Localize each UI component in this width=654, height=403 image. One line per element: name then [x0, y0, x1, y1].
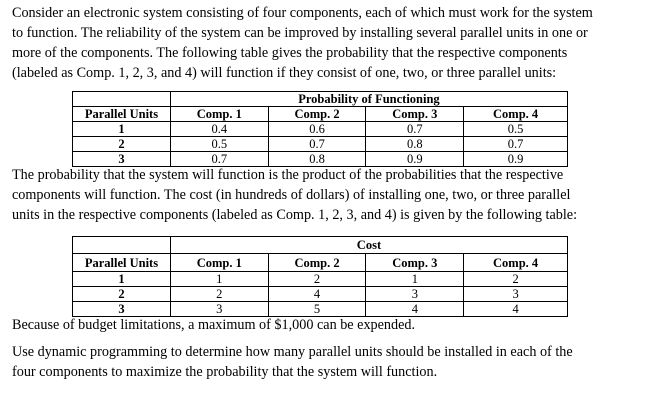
table-cell: 3	[170, 302, 268, 317]
table-header-row	[73, 254, 568, 272]
row-label: 2	[73, 137, 171, 152]
table-cell: 4	[464, 302, 568, 317]
row-label: 3	[73, 152, 171, 167]
budget-paragraph	[12, 315, 648, 335]
question-line: Use dynamic programming to determine how many parallel units should be installed in each of the	[12, 344, 573, 360]
column-header: Comp. 1	[170, 254, 268, 272]
table-cell-blank	[73, 237, 171, 254]
table-cell: 1	[170, 272, 268, 287]
column-header: Comp. 3	[366, 107, 464, 122]
table-row	[73, 287, 568, 302]
table-cell: 2	[464, 272, 568, 287]
column-header: Comp. 4	[464, 107, 568, 122]
row-label: 1	[73, 122, 171, 137]
probability-table	[72, 91, 568, 167]
column-header: Comp. 1	[170, 107, 268, 122]
table-cell: 0.7	[366, 122, 464, 137]
table-cell: 2	[170, 287, 268, 302]
row-label: 2	[73, 287, 171, 302]
table-cell: 0.9	[464, 152, 568, 167]
table-cell: 5	[268, 302, 366, 317]
table-row	[73, 122, 568, 137]
table-cell: 3	[366, 287, 464, 302]
table-cell: 4	[268, 287, 366, 302]
column-header: Comp. 2	[268, 107, 366, 122]
table-row	[73, 137, 568, 152]
paragraph-line: units in the respective components (labeled as Comp. 1, 2, 3, and 4) is given by the following table:	[12, 207, 578, 223]
table-cell: 2	[268, 272, 366, 287]
column-header: Comp. 4	[464, 254, 568, 272]
intro-line: Consider an electronic system consisting of four components, each of which must work for the system	[12, 5, 593, 21]
column-header: Comp. 2	[268, 254, 366, 272]
table-cell: 0.5	[464, 122, 568, 137]
table-row	[73, 272, 568, 287]
intro-line: more of the components. The following table gives the probability that the respective components	[12, 45, 568, 61]
table-title-row	[73, 92, 568, 107]
table-cell: 1	[366, 272, 464, 287]
table-cell: 4	[366, 302, 464, 317]
paragraph-line: components will function. The cost (in hundreds of dollars) of installing one, two, or three parallel	[12, 187, 571, 203]
table-cell: 3	[464, 287, 568, 302]
intro-line: to function. The reliability of the system can be improved by installing several parallel units in one or	[12, 25, 588, 41]
column-header: Parallel Units	[73, 107, 171, 122]
probability-table-title: Probability of Functioning	[170, 92, 567, 107]
row-label: 1	[73, 272, 171, 287]
question-paragraph	[12, 342, 648, 382]
table-cell: 0.4	[170, 122, 268, 137]
budget-line: Because of budget limitations, a maximum of $1,000 can be expended.	[12, 317, 416, 333]
column-header: Comp. 3	[366, 254, 464, 272]
table-cell: 0.7	[170, 152, 268, 167]
table-cell: 0.7	[268, 137, 366, 152]
table-cell: 0.6	[268, 122, 366, 137]
table-header-row	[73, 107, 568, 122]
intro-paragraph	[12, 3, 648, 83]
table-cell: 0.7	[464, 137, 568, 152]
table-title-row	[73, 237, 568, 254]
question-line: four components to maximize the probability that the system will function.	[12, 364, 438, 380]
cost-intro-paragraph	[12, 165, 648, 225]
table-cell-blank	[73, 92, 171, 107]
table-cell: 0.8	[268, 152, 366, 167]
table-cell: 0.5	[170, 137, 268, 152]
row-label: 3	[73, 302, 171, 317]
table-cell: 0.9	[366, 152, 464, 167]
intro-line: (labeled as Comp. 1, 2, 3, and 4) will function if they consist of one, two, or three parallel units:	[12, 65, 557, 81]
cost-table-title: Cost	[170, 237, 567, 254]
table-cell: 0.8	[366, 137, 464, 152]
paragraph-line: The probability that the system will function is the product of the probabilities that the respective	[12, 167, 564, 183]
column-header: Parallel Units	[73, 254, 171, 272]
cost-table	[72, 236, 568, 317]
